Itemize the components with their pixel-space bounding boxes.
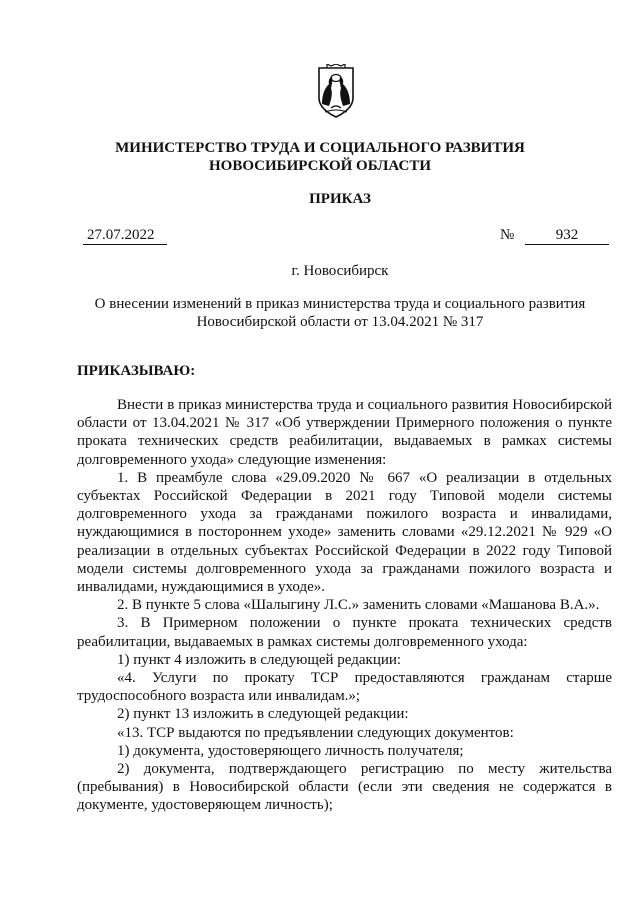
document-body [77, 396, 612, 815]
paragraph: 2. В пункте 5 слова «Шалыгину Л.С.» заменить словами «Машанова В.А.». [117, 597, 600, 614]
subject-line2: Новосибирской области от 13.04.2021 № 317 [196, 314, 484, 330]
paragraph: 1) документа, удостоверяющего личность получателя; [117, 742, 464, 759]
paragraph: «4. Услуги по прокату ТСР предоставляются гражданам старше трудоспособного возраста или инвалидам.»; [77, 670, 612, 705]
document-type: ПРИКАЗ [309, 191, 371, 207]
ministry-name [60, 139, 580, 175]
document-number: 932 [525, 226, 609, 245]
paragraph: 3. В Примерном положении о пункте проката технических средств реабилитации, выдаваемых в рамках системы долговременного ухода: [77, 615, 612, 650]
subject-line1: О внесении изменений в приказ министерства труда и социального развития [94, 296, 586, 312]
coat-of-arms-icon [311, 64, 361, 120]
paragraph: 1) пункт 4 изложить в следующей редакции: [117, 651, 402, 668]
city: г. Новосибирск [291, 263, 389, 279]
document-date: 27.07.2022 [83, 226, 167, 245]
number-sign: № [500, 227, 515, 243]
paragraph: 2) пункт 13 изложить в следующей редакции: [117, 706, 409, 723]
paragraph: 1. В преамбуле слова «29.09.2020 № 667 «О реализации в отдельных субъектах Российской Федерации в 2021 году Типовой модели системы долговременного ухода за гражданами пожилого возраста и инвалидами, нуждающимися в постороннем уходе» заменить словами «29.12.2021 № 929 «О реализации в отдельных субъектах Российской Федерации в 2022 году Типовой модели системы долговременного ухода за гражданами пожилого возраста и инвалидами, нуждающимися в уходе». [77, 469, 612, 596]
ministry-name-line2: НОВОСИБИРСКОЙ ОБЛАСТИ [208, 158, 432, 174]
paragraph: 2) документа, подтверждающего регистрацию по месту жительства (пребывания) в Новосибирской области (если эти сведения не содержатся в документе, удостоверяющем личность); [77, 761, 612, 814]
paragraph: «13. ТСР выдаются по предъявлении следующих документов: [117, 724, 514, 741]
order-directive: ПРИКАЗЫВАЮ: [77, 363, 196, 379]
document-subject [60, 295, 620, 331]
paragraph: Внести в приказ министерства труда и социального развития Новосибирской области от 13.04.2021 № 317 «Об утверждении Примерного положения о пункте проката технических средств реабилитации, выдаваемых в рамках системы долговременного ухода» следующие изменения: [77, 397, 612, 468]
ministry-name-line1: МИНИСТЕРСТВО ТРУДА И СОЦИАЛЬНОГО РАЗВИТИЯ [115, 140, 525, 156]
